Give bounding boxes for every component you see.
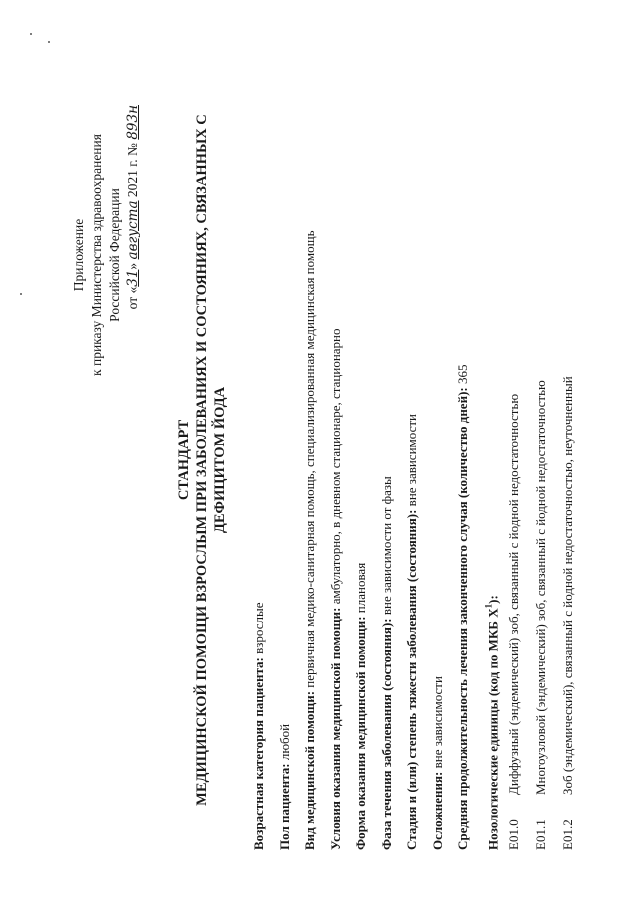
scan-speck [30,33,32,35]
title-main: МЕДИЦИНСКОЙ ПОМОЩИ ВЗРОСЛЫМ ПРИ ЗАБОЛЕВАНИЯХ И СОСТОЯНИЯХ, СВЯЗАННЫХ С [194,114,210,806]
nosology-row [559,50,586,850]
nosology-row [532,50,559,850]
document-title [175,95,229,825]
appendix-label: Приложение [71,218,86,292]
icd-description: Зоб (эндемический), связанный с йодной недостаточностью, неуточненный [560,376,575,795]
nosology-heading: Нозологические единицы (код по МКБ $X^1$): [483,595,500,850]
icd-description: Диффузный (эндемический) зоб, связанный с йодной недостаточностью [506,393,521,795]
order-date-line: от «31» августа 2021 г. № 893н [125,105,141,310]
icd-code: E01.0 [506,819,521,850]
field-care-type: Вид медицинской помощи: первичная медико-санитарная помощь, специализированная медицинская помощь [302,230,317,850]
field-disease-stage: Стадия и (или) степень тяжести заболевания (состояния): вне зависимости [404,414,419,850]
icd-code: E01.1 [533,819,548,850]
scan-speck [48,41,50,43]
field-care-conditions: Условия оказания медицинской помощи: амбулаторно, в дневном стационаре, стационарно [327,328,343,850]
field-age-category: Возрастная категория пациента: взрослые [251,602,266,850]
field-disease-phase: Фаза течения заболевания (состояния): вне зависимости от фазы [378,476,394,850]
order-month: августа [125,200,141,260]
order-reference: к приказу Министерства здравоохранения [89,134,104,376]
appendix-header [70,105,142,405]
field-care-form: Форма оказания медицинской помощи: плановая [353,562,368,850]
nosology-row [505,50,532,850]
nosology-list [505,50,586,850]
field-sex: Пол пациента: любой [276,723,292,850]
title-standard: СТАНДАРТ [176,419,192,501]
field-treatment-duration: Средняя продолжительность лечения законченного случая (количество дней): 365 [455,364,470,850]
order-day: 31 [125,269,141,287]
field-complications: Осложнения: вне зависимости [429,676,445,850]
ministry-country: Российской Федерации [107,188,122,322]
title-sub: ДЕФИЦИТОМ ЙОДА [212,386,228,534]
icd-description: Многоузловой (эндемический) зоб, связанный с йодной недостаточностью [533,380,548,795]
scan-speck [20,293,22,295]
icd-code: E01.2 [560,819,575,850]
order-number: 893н [125,105,141,140]
standard-details [250,50,586,850]
